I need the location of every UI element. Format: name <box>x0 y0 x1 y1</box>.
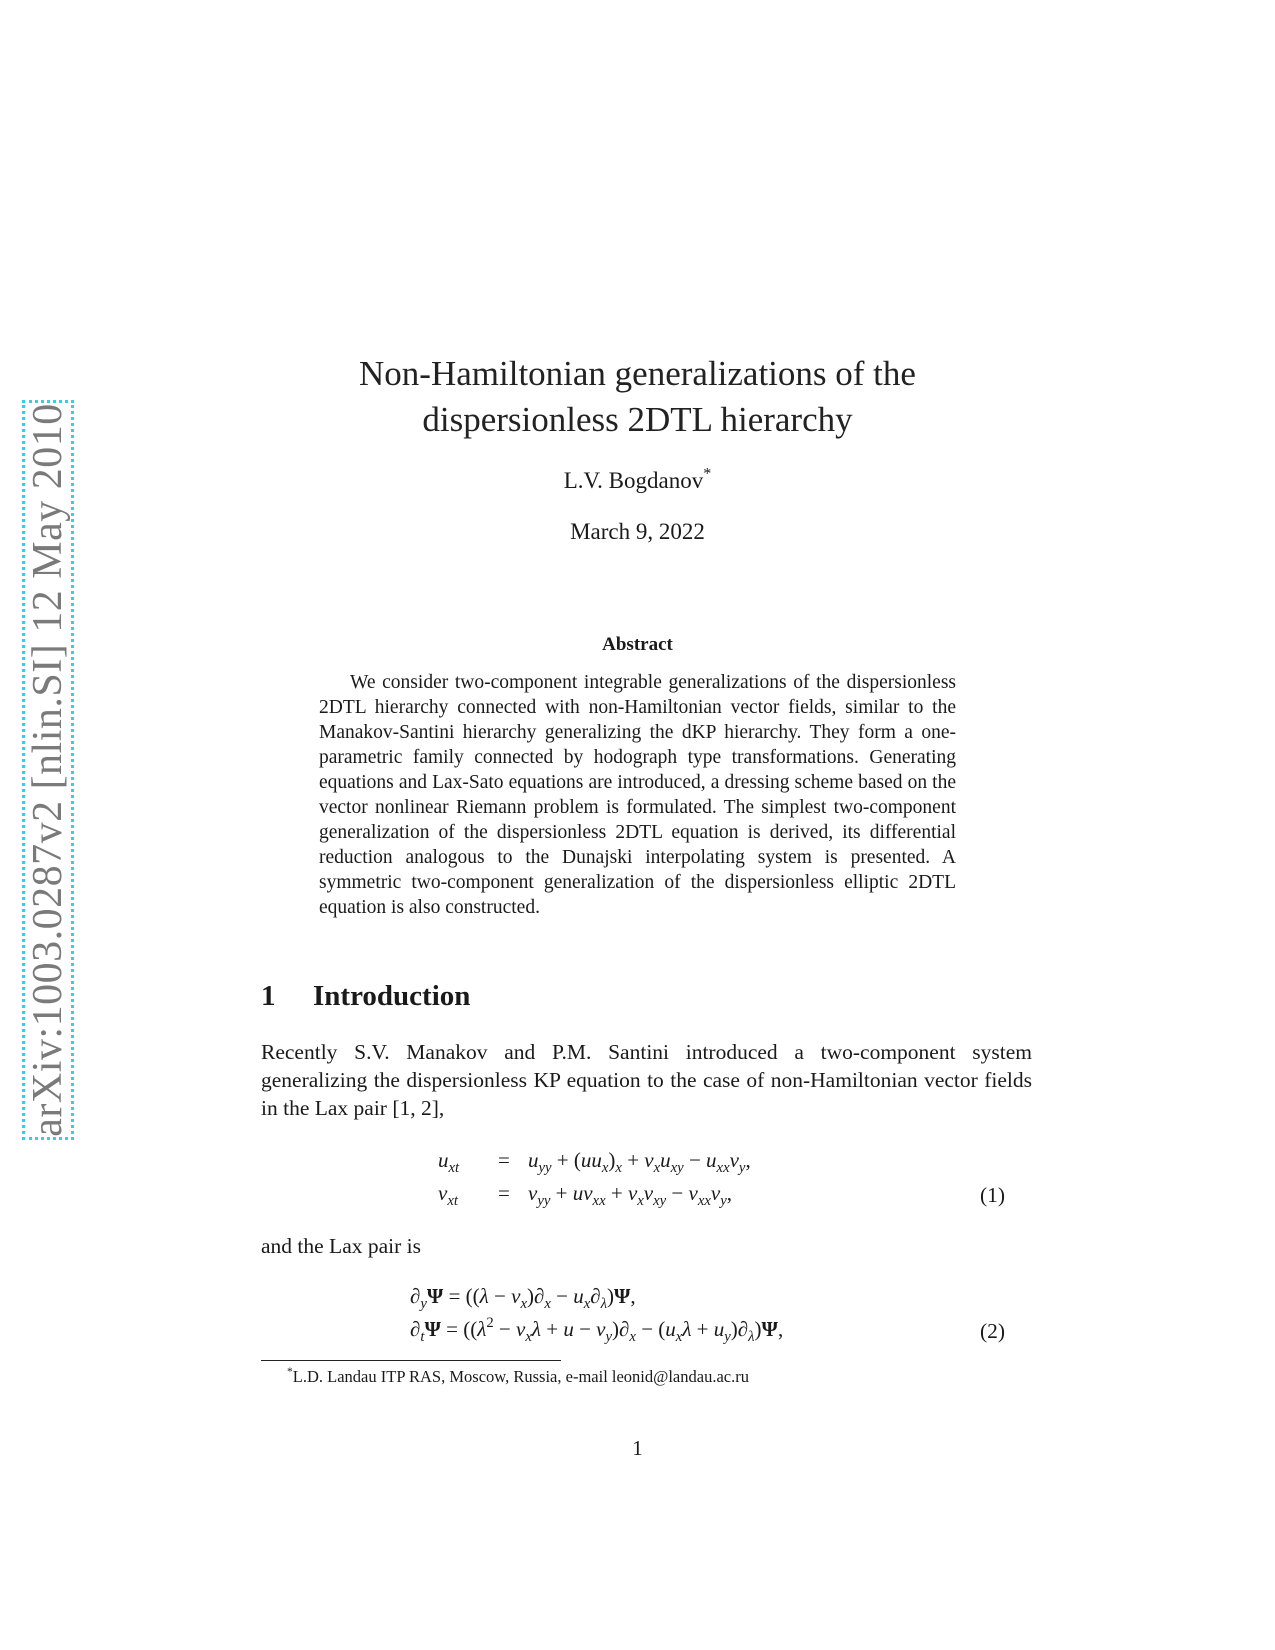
title-line-1: Non-Hamiltonian generalizations of the <box>359 354 916 393</box>
footnote-text: L.D. Landau ITP RAS, Moscow, Russia, e-mail leonid@landau.ac.ru <box>292 1367 749 1386</box>
abstract-heading: Abstract <box>602 634 673 655</box>
intro-paragraph: Recently S.V. Manakov and P.M. Santini introduced a two-component system generalizing the dispersionless KP equation to the case of non-Hamiltonian vector fields in the Lax pair [1, 2], <box>261 1040 1032 1120</box>
section-title: Introduction <box>313 980 471 1012</box>
page-number: 1 <box>632 1436 643 1460</box>
arxiv-stamp <box>22 400 74 1140</box>
abstract-body: We consider two-component integrable generalizations of the dispersionless 2DTL hierarchy connected with non-Hamiltonian vector fields, similar to the Manakov-Santini hierarchy generalizing the dKP hierarchy. They form a one-parametric family connected by hodograph type transformations. Generating equations and Lax-Sato equations are introduced, a dressing scheme based on the vector nonlinear Riemann problem is formulated. The simplest two-component generalization of the dispersionless 2DTL equation is derived, its differential reduction analogous to the Dunajski interpolating system is presented. A symmetric two-component generalization of the dispersionless elliptic 2DTL equation is also constructed. <box>319 672 956 918</box>
section-number: 1 <box>261 980 276 1012</box>
equation-2-line-1: $\partial_y\Psi = ((\lambda - v_x)\partial_x - u_x\partial_\lambda)\Psi$, <box>410 1284 636 1313</box>
author-footnote-mark: * <box>703 465 712 483</box>
arxiv-identifier: arXiv:1003.0287v2 [nlin.SI] 12 May 2010 <box>25 403 71 1137</box>
footnote-mark: * <box>287 1366 293 1379</box>
equation-number-1: (1) <box>980 1183 1006 1207</box>
equation-number-2: (2) <box>980 1319 1006 1343</box>
section-heading <box>261 980 470 1013</box>
equation-2-line-2: $\partial_t\Psi = ((\lambda^2 - v_x\lambda + u - v_y)\partial_x - (u_x\lambda + u_y)\partial_\lambda)\Psi$, <box>410 1315 784 1346</box>
author-line <box>0 465 1275 494</box>
title-line-2: dispersionless 2DTL hierarchy <box>422 400 853 439</box>
paper-date: March 9, 2022 <box>570 519 705 544</box>
author-name: L.V. Bogdanov <box>563 468 704 493</box>
footnote-rule <box>261 1360 561 1361</box>
footnote <box>287 1367 749 1387</box>
lax-pair-intro: and the Lax pair is <box>261 1234 422 1258</box>
paper-title <box>0 351 1275 443</box>
